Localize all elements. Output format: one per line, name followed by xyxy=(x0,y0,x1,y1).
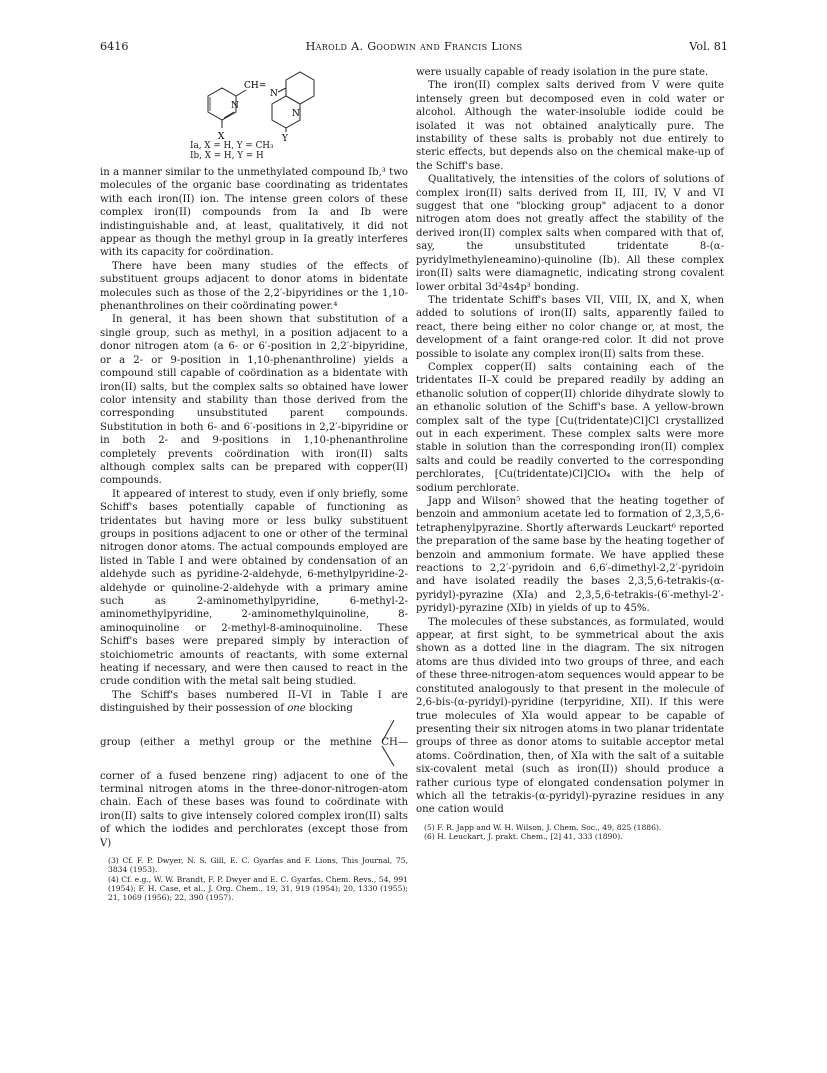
atom-n3: N xyxy=(292,109,300,119)
paragraph: Qualitatively, the intensities of the colors of solutions of complex iron(II) salts derived from II, III, IV, V and VI suggest that one "blocking group" adjacent to a donor nitrogen atom does not greatly affect the stability of the derived iron(II) complex salts when compared with that of, say, the unsubstituted tridentate 8-(α-pyridylmethyleneamino)-quinoline (Ib). All these complex iron(II) salts were diamagnetic, indicating strong covalent lower orbital 3d²4s4p³ bonding. xyxy=(416,174,724,293)
footnotes xyxy=(100,856,408,902)
atom-ch: CH= xyxy=(244,81,267,91)
sub-y: Y xyxy=(282,134,288,142)
structure-diagram xyxy=(100,66,408,166)
paragraph: The iron(II) complex salts derived from V were quite intensely green but decomposed even in cold water or alcohol. Although the water-insoluble iodide could be isolated it was not obtained analytically pure. The instability of these salts is probably not due entirely to steric effects, but depends also on the chemical make-up of the Schiff's base. xyxy=(416,80,724,172)
paragraph xyxy=(100,689,408,716)
right-column xyxy=(416,66,724,841)
methine-line: group (either a methyl group or the methine CH— xyxy=(100,736,408,748)
paragraph: corner of a fused benzene ring) adjacent to one of the terminal nitrogen atoms in the three-donor-nitrogen-atom chain. Each of these bases was found to coördinate with iron(II) salts to give intensely colored complex iron(II) salts of which the iodides and perchlorates (except those from V) xyxy=(100,770,408,849)
footnote-3: (3) Cf. F. P. Dwyer, N. S. Gill, E. C. Gyarfas and F. Lions, This Journal, 75, 3834 (1953). xyxy=(108,856,408,875)
paragraph: Complex copper(II) salts containing each of the tridentates II–X could be prepared readily by adding an ethanolic solution of copper(II) chloride dihydrate slowly to an ethanolic solution of the Schiff's base. A yellow-brown complex salt of the type [Cu(tridentate)Cl]Cl crystallized out in each experiment. These complex salts were more stable in solution than the corresponding iron(II) complex salts and could be readily converted to the corresponding perchlorates, [Cu(tridentate)Cl]ClO₄ with the help of sodium perchlorate. xyxy=(416,361,724,494)
text-run: blocking xyxy=(305,703,353,715)
atom-n2: N xyxy=(270,89,278,99)
paragraph: In general, it has been shown that substitution of a single group, such as methyl, in a position adjacent to a donor nitrogen atom (a 6- or 6′-position in 2,2′-bipyridine, or a 2- or 9-position in 1,10-phenanthroline) yields a compound still capable of coördination as a bidentate with iron(II) salts, but the complex salts so obtained have lower color intensity and stability than those derived from the corresponding unsubstituted parent compounds. Substitution in both 6- and 6′-positions in 2,2′-bipyridine or in both 2- and 9-positions in 1,10-phenanthroline completely prevents coördination with iron(II) salts although complex salts can be prepared with copper(II) compounds. xyxy=(100,314,408,487)
paragraph: Japp and Wilson⁵ showed that the heating together of benzoin and ammonium acetate led to formation of 2,3,5,6-tetraphenylpyrazine. Shortly afterwards Leuckart⁶ reported the preparation of the same base by the heating together of benzoin and ammonium formate. We have applied these reactions to 2,2′-pyridoin and 6,6′-dimethyl-2,2′-pyridoin and have isolated readily the bases 2,3,5,6-tetrakis-(α-pyridyl)-pyrazine (XIa) and 2,3,5,6-tetrakis-(6′-methyl-2′-pyridyl)-pyrazine (XIb) in yields of up to 45%. xyxy=(416,496,724,615)
caption-ia: Ia, X = H, Y = CH₃ xyxy=(190,141,274,151)
footnote-4: (4) Cf. e.g., W. W. Brandt, F. P. Dwyer and E. C. Gyarfas, Chem. Revs., 54, 991 (1954); F. H. Case, et al., J. Org. Chem., 19, 31, 919 (1954); 20, 1330 (1955); 21, 1069 (1956); 22, 390 (1957). xyxy=(108,874,408,902)
paragraph: The molecules of these substances, as formulated, would appear, at first sight, to be symmetrical about the axis shown as a dotted line in the diagram. The six nitrogen atoms are thus divided into two groups of three, and each of these three-nitrogen-atom sequences would appear to be constituted analogously to that present in the molecule of 2,6-bis-(α-pyridyl)-pyridine (terpyridine, XII). If this were true molecules of XIa would appear to be capable of presenting their six nitrogen atoms in two planar tridentate groups of three as donor atoms to suitable acceptor metal atoms. Coördination, then, of XIa with the salt of a suitable six-covalent metal (such as iron(II)) should produce a rather curious type of elongated condensation polymer in which all the tetrakis-(α-pyridyl)-pyrazine residues in any one cation would xyxy=(416,616,724,816)
page-number: 6416 xyxy=(100,40,129,53)
ring-bond xyxy=(224,112,234,118)
footnote-5: (5) F. R. Japp and W. H. Wilson, J. Chem. Soc., 49, 825 (1886). xyxy=(424,822,662,832)
running-header xyxy=(100,40,728,56)
paragraph: were usually capable of ready isolation in the pure state. xyxy=(416,67,709,78)
header-authors: Harold A. Goodwin and Francis Lions xyxy=(305,40,523,53)
caption-ib: Ib, X = H, Y = H xyxy=(190,151,264,161)
paragraph: It appeared of interest to study, even if only briefly, some Schiff's bases potentially capable of functioning as tridentates but having more or less bulky substituent groups in positions adjacent to one or other of the terminal nitrogen donor atoms. The actual compounds employed are listed in Table I and were obtained by condensation of an aldehyde such as pyridine-2-aldehyde, 6-methylpyridine-2-aldehyde or quinoline-2-aldehyde with a primary amine such as 2-aminomethylpyridine, 6-methyl-2-aminomethylpyridine, 2-aminomethylquinoline, 8-aminoquinoline or 2-methyl-8-aminoquinoline. These Schiff's bases were prepared simply by interaction of stoichiometric amounts of reactants, with some external heating if necessary, and were then caused to react in the crude condition with the metal salt being studied. xyxy=(100,488,408,688)
text-run: The Schiff's bases numbered II–VI in Table I are distinguished by their possession of xyxy=(100,689,408,715)
emphasis: one xyxy=(287,703,306,715)
footnotes xyxy=(416,823,724,841)
benzene-ring xyxy=(286,72,314,104)
atom-n1: N xyxy=(231,101,239,111)
volume-label: Vol. 81 xyxy=(689,40,728,53)
schiff-base-structure xyxy=(190,66,330,142)
left-column xyxy=(100,66,408,902)
footnote-6: (6) H. Leuckart, J. prakt. Chem., [2] 41, 333 (1890). xyxy=(424,831,623,841)
sub-x: X xyxy=(218,132,225,142)
paragraph: There have been many studies of the effects of substituent groups adjacent to donor atoms in bidentate molecules such as those of the 2,2′-bipyridines or the 1,10-phenanthrolines on their coördinating power.⁴ xyxy=(100,260,408,313)
paragraph: The tridentate Schiff's bases VII, VIII, IX, and X, when added to solutions of iron(II) salts, apparently failed to react, there being either no color change or, at most, the development of a faint orange-red color. It did not prove possible to isolate any complex iron(II) salts from these. xyxy=(416,294,724,360)
bond xyxy=(278,88,286,92)
methine-diagram xyxy=(100,716,408,770)
paragraph: in a manner similar to the unmethylated compound Ib,³ two molecules of the organic base coordinating as tridentates with each iron(II) ion. The intense green colors of these complex iron(II) compounds from Ia and Ib were indistinguishable and, at least, qualitatively, it did not appear as though the methyl group in Ia greatly interferes with its capacity for coördination. xyxy=(100,167,408,259)
